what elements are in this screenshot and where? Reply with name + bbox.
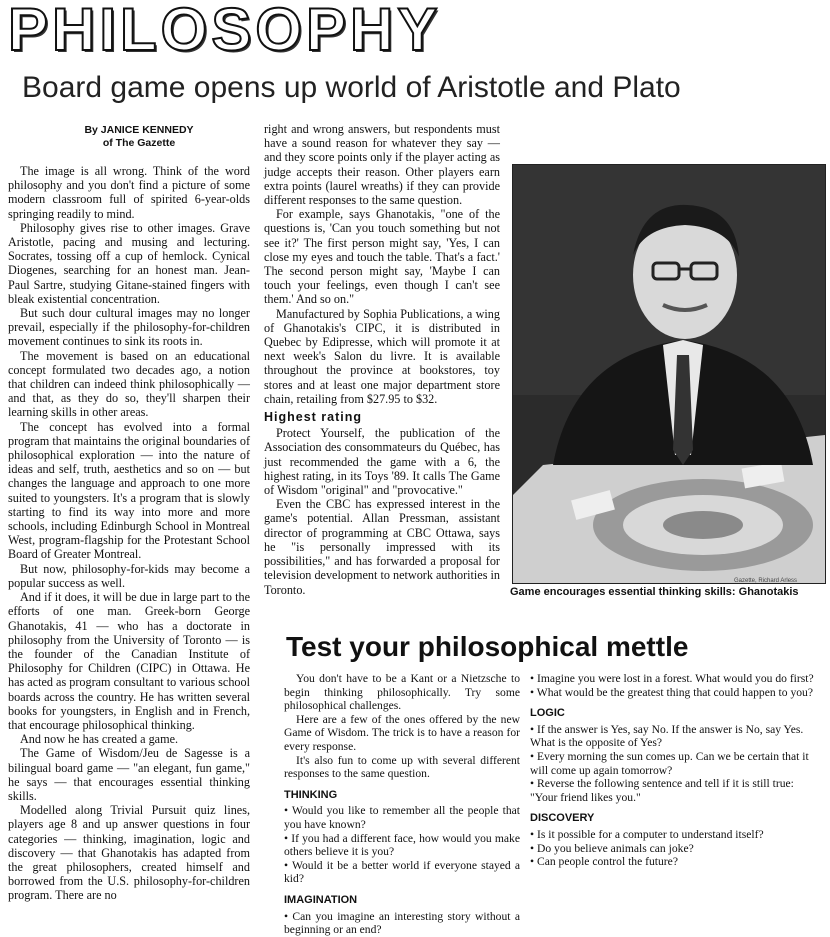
paragraph: Manufactured by Sophia Publications, a wing of Ghanotakis's CIPC, it is distributed in Quebec by Edipresse, which will promote it at next week's Salon du livre. It is available throughout the province at bookstores, toy stores and at least one major department store chain, retailing from $27.95 to $32. [264, 306, 500, 406]
paragraph: Protect Yourself, the publication of the Association des consommateurs du Québec, has just recommended the game with a 6, the highest rating, in its Toys '89. It calls The Game of Wisdom "original" and "provocative." [264, 426, 500, 498]
question: • If you had a different face, how would you make others believe it is you? [284, 831, 520, 859]
article-column-2 [264, 122, 500, 597]
paragraph: You don't have to be a Kant or a Nietzsche to begin thinking philosophically. Try some philosophical challenges. [284, 672, 520, 713]
section-kicker: PHILOSOPHY [8, 0, 442, 63]
question: • Would you like to remember all the people that you have known? [284, 804, 520, 831]
question: • Can you imagine an interesting story without a beginning or an end? [284, 909, 520, 937]
question: • Is it possible for a computer to understand itself? [530, 827, 764, 841]
paragraph: And now he has created a game. [20, 732, 179, 747]
question: • Reverse the following sentence and tell if it is still true: "Your friend likes you." [530, 777, 794, 804]
subheading: Highest rating [264, 410, 363, 425]
byline-paper: of The Gazette [102, 137, 176, 149]
paragraph: The concept has evolved into a formal program that maintains the original boundaries of philosophical exploration — into the nature of ideas and self, truth, aesthetics and so on — but changes the language and approach to one more suited to youngsters. It's a program that is slowly starting to find its way into more and more schools, including Edinburgh School in Montreal West, program-flagship for the Protestant School Board of Greater Montreal. [8, 419, 250, 562]
paragraph: Even the CBC has expressed interest in the game's potential. Allan Pressman, assistant director of programming at CBC Ottawa, says he "is personally impressed with its possibilities," and has forwarded a proposal for television development to network authorities in Toronto. [264, 497, 500, 597]
sidebar-title: Test your philosophical mettle [286, 631, 689, 662]
paragraph: But now, philosophy-for-kids may become a popular success as well. [8, 561, 250, 590]
man-portrait-illustration [513, 165, 825, 583]
question: • Imagine you were lost in a forest. What would you do first? [530, 672, 814, 685]
paragraph: The Game of Wisdom/Jeu de Sagesse is a bilingual board game — "an elegant, fun game," he says — that encourages essential thinking skills. [8, 746, 250, 803]
photo-caption: Game encourages essential thinking skills: Ghanotakis [510, 586, 799, 598]
headline: Board game opens up world of Aristotle and Plato [22, 71, 681, 104]
question: • What would be the greatest thing that could happen to you? [530, 685, 813, 699]
question: • Would it be a better world if everyone stayed a kid? [284, 858, 520, 886]
paragraph: For example, says Ghanotakis, "one of the questions is, 'Can you touch something but not see it?' The first person might say, 'Yes, I can close my eyes and touch the table. That's a fact.' The second person might say, 'Maybe I can touch your feelings, even though I can't see them.' And so on." [264, 207, 500, 307]
paragraph: Here are a few of the ones offered by the new Game of Wisdom. The trick is to have a reason for every response. [284, 712, 520, 753]
question: • Do you believe animals can joke? [530, 841, 694, 855]
question: • Can people control the future? [530, 855, 678, 869]
category-heading: DISCOVERY [530, 812, 595, 825]
sidebar-column-right [530, 672, 818, 869]
byline [64, 124, 214, 150]
paragraph: And if it does, it will be due in large part to the efforts of one man. Greek-born George Ghanotakis, 41 — who has a doctorate in philosophy from the University of Toronto — is the founder of the Canadian Institute of Philosophy for Children (CIPC) in Ottawa. He has acted as program consultant to various school boards across the country. He has written several books for youngsters, in English and in French, that encourage philosophical thinking. [8, 590, 250, 732]
sidebar-column-left [284, 672, 520, 937]
paragraph: The movement is based on an educational concept formulated two decades ago, a notion that children can indeed think philosophically — and that, as they do so, they'll sharpen their learning skills in other areas. [8, 348, 250, 420]
question: • If the answer is Yes, say No. If the answer is No, say Yes. What is the opposite of Yes? [530, 722, 804, 750]
category-heading: LOGIC [530, 707, 565, 720]
paragraph: right and wrong answers, but respondents must have a sound reason for whatever they say — and they score points only if the player acting as judge accepts their reason. Other players earn extra points (laurel wreaths) if they can provide different responses to the same question. [264, 122, 500, 208]
portrait-photo [512, 164, 826, 584]
question: • Every morning the sun comes up. Can we be certain that it will come up again tomorrow? [530, 749, 809, 777]
paragraph: Modelled along Trivial Pursuit quiz lines, players age 8 and up answer questions in four categories — thinking, imagination, logic and discovery — that Ghanotakis has adapted from the great philosophers, created himself and borrowed from the U.S. philosophy-for-children program. There are no [8, 803, 250, 903]
article-column-1 [8, 164, 250, 903]
byline-author: By JANICE KENNEDY [84, 124, 194, 136]
sidebar-intro [284, 672, 520, 781]
paragraph: But such dour cultural images may no longer prevail, especially if the philosophy-for-children movement continues to sink its roots in. [8, 306, 250, 349]
photo-credit: Gazette, Richard Arless [734, 578, 798, 584]
paragraph: It's also fun to come up with several different responses to the same question. [284, 753, 520, 781]
paragraph: Philosophy gives rise to other images. Grave Aristotle, pacing and musing and lecturing. Socrates, tossing off a cup of hemlock. Cynical Diogenes, searching for an honest man. Jean-Paul Sartre, studying Gitane-stained fingers with bleak existential concentration. [8, 220, 250, 306]
category-heading: IMAGINATION [284, 893, 358, 906]
category-heading: THINKING [284, 788, 338, 801]
paragraph: The image is all wrong. Think of the word philosophy and you don't find a picture of some modern classroom full of spirited 6-year-olds springing readily to mind. [8, 164, 250, 221]
